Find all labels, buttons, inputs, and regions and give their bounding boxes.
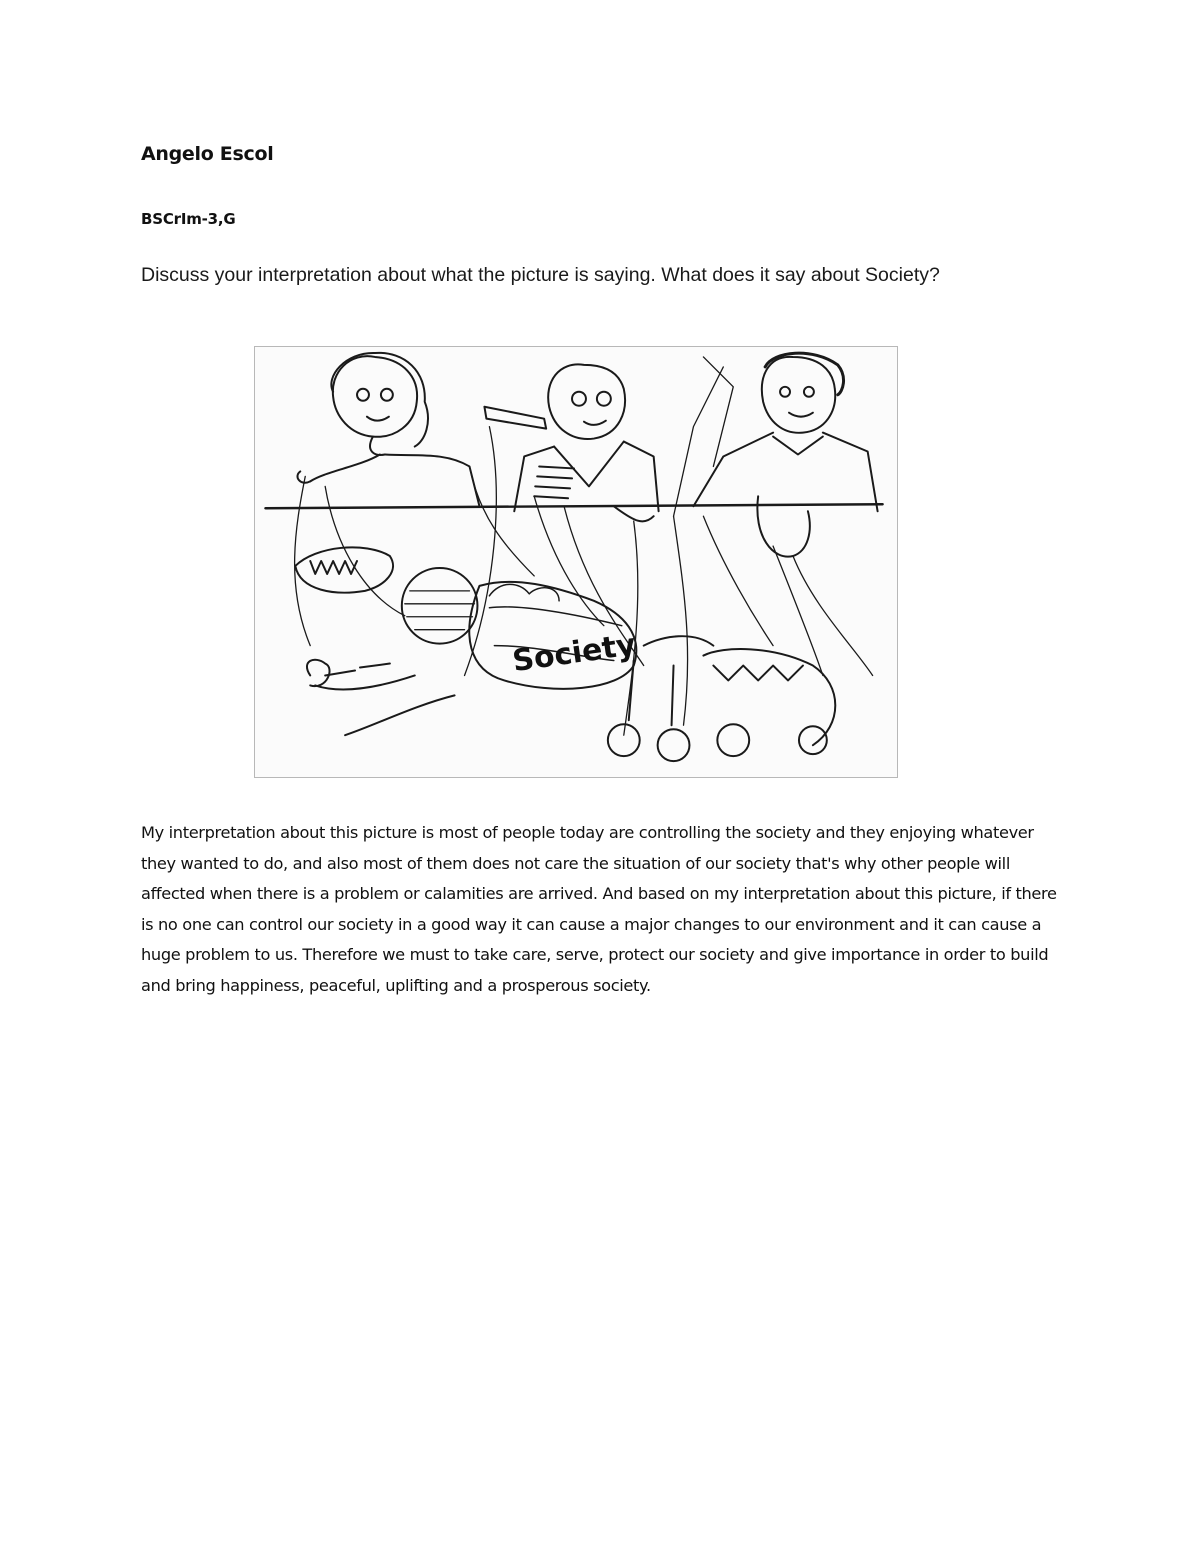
puppet-society-cartoon <box>255 347 897 777</box>
right-man-figure <box>693 353 877 557</box>
society-label: Society <box>510 627 638 680</box>
bald-man-figure <box>484 364 658 521</box>
answer-paragraph: My interpretation about this picture is most of people today are controlling the society and they enjoying whatever they wanted to do, and also most of them does not care the situation of our society that's why other people will affected when there is a problem or calamities are arrived. And based on my interpretation about this picture, if there is no one can control our society in a good way it can cause a major changes to our environment and it can cause a huge problem to us. Therefore we must to take care, serve, protect our society and give importance in order to build and bring happiness, peaceful, uplifting and a prosperous society. <box>141 823 1057 995</box>
cartoon-illustration <box>254 346 898 778</box>
author-name: Angelo Escol <box>141 143 274 165</box>
question-prompt: Discuss your interpretation about what the picture is saying. What does it say about Society? <box>141 264 940 286</box>
course-section: BSCrIm-3,G <box>141 210 236 228</box>
woman-figure <box>297 353 479 506</box>
